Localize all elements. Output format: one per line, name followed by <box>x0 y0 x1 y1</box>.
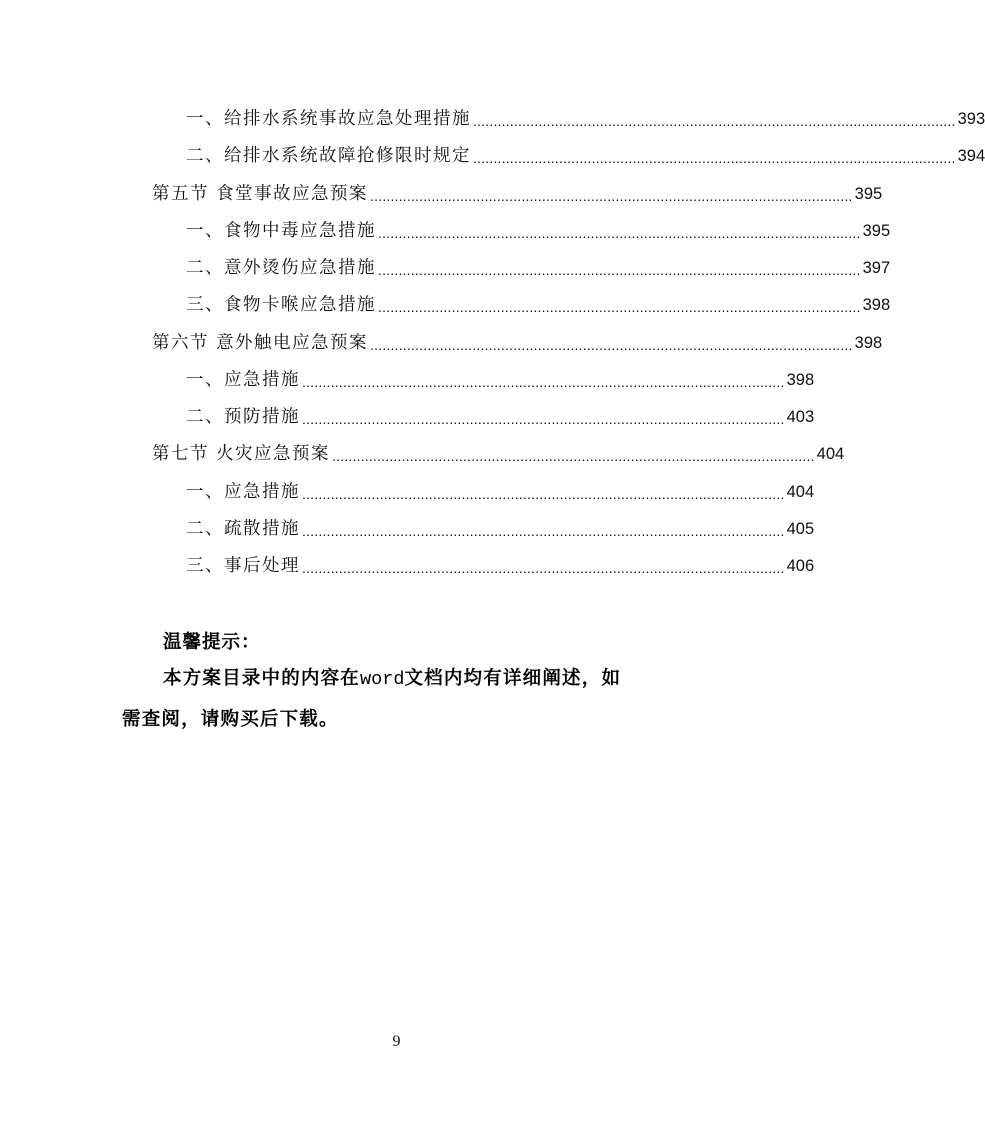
toc-entry[interactable] <box>186 292 891 318</box>
toc-entry-page: 398 <box>854 334 883 352</box>
toc-entry-page: 398 <box>786 371 815 389</box>
toc-entry-page: 406 <box>786 557 815 575</box>
toc-leader-dots: ...................................................................................................................... <box>473 113 956 129</box>
toc-entry-label: 二、预防措施 <box>186 407 300 427</box>
toc-entry-label: 一、给排水系统事故应急处理措施 <box>186 109 471 129</box>
reminder-text-part: 文档内均有详细阐述，如 <box>404 668 622 689</box>
toc-leader-dots: ...................................................................................................................... <box>302 411 785 427</box>
toc-entry[interactable] <box>186 367 815 393</box>
reminder-title: 温馨提示： <box>163 632 261 653</box>
toc-leader-dots: ...................................................................................................................... <box>302 374 785 390</box>
toc-entry-label: 二、疏散措施 <box>186 519 300 539</box>
toc-leader-dots: ...................................................................................................................... <box>370 188 853 204</box>
toc-entry-label: 第六节 意外触电应急预案 <box>152 333 369 353</box>
reminder-text-part: 本方案目录中的内容在 <box>163 668 361 689</box>
toc-entry[interactable] <box>152 441 845 467</box>
toc-leader-dots: ...................................................................................................................... <box>378 262 861 278</box>
toc-entry-page: 394 <box>957 147 985 165</box>
toc-entry-page: 404 <box>816 445 845 463</box>
toc-leader-dots: ...................................................................................................................... <box>378 225 861 241</box>
toc-entry-label: 一、应急措施 <box>186 482 300 502</box>
toc-entry[interactable] <box>186 106 985 132</box>
toc-leader-dots: ...................................................................................................................... <box>473 150 956 166</box>
toc-entry-label: 二、给排水系统故障抢修限时规定 <box>186 146 471 166</box>
toc-entry-page: 397 <box>862 259 891 277</box>
toc-entry[interactable] <box>186 479 815 505</box>
toc-leader-dots: ...................................................................................................................... <box>332 448 815 464</box>
toc-entry-label: 一、食物中毒应急措施 <box>186 221 376 241</box>
toc-leader-dots: ...................................................................................................................... <box>302 486 785 502</box>
toc-entry[interactable] <box>186 553 815 579</box>
toc-entry-page: 393 <box>957 110 985 128</box>
toc-entry-label: 三、食物卡喉应急措施 <box>186 295 376 315</box>
toc-entry[interactable] <box>186 516 815 542</box>
toc-leader-dots: ...................................................................................................................... <box>302 523 785 539</box>
toc-entry-label: 一、应急措施 <box>186 370 300 390</box>
toc-entry-page: 395 <box>862 222 891 240</box>
toc-entry-page: 403 <box>786 408 815 426</box>
toc-entry-label: 二、意外烫伤应急措施 <box>186 258 376 278</box>
toc-leader-dots: ...................................................................................................................... <box>302 560 785 576</box>
toc-leader-dots: ...................................................................................................................... <box>378 299 861 315</box>
toc-entry[interactable] <box>152 181 883 207</box>
toc-entry[interactable] <box>152 330 883 356</box>
toc-entry[interactable] <box>186 404 815 430</box>
toc-entry-page: 395 <box>854 185 883 203</box>
page-number: 9 <box>392 1033 401 1050</box>
reminder-text-line1 <box>163 664 683 690</box>
toc-entry[interactable] <box>186 255 891 281</box>
reminder-text-line2: 需查阅，请购买后下载。 <box>122 709 339 730</box>
toc-leader-dots: ...................................................................................................................... <box>370 337 853 353</box>
toc-entry[interactable] <box>186 143 985 169</box>
reminder-word-term: word <box>360 669 405 690</box>
toc-entry-page: 404 <box>786 483 815 501</box>
toc-entry-label: 第五节 食堂事故应急预案 <box>152 184 369 204</box>
toc-entry-page: 398 <box>862 296 891 314</box>
toc-entry-page: 405 <box>786 520 815 538</box>
toc-entry-label: 三、事后处理 <box>186 556 300 576</box>
toc-entry[interactable] <box>186 218 891 244</box>
toc-entry-label: 第七节 火灾应急预案 <box>152 444 331 464</box>
